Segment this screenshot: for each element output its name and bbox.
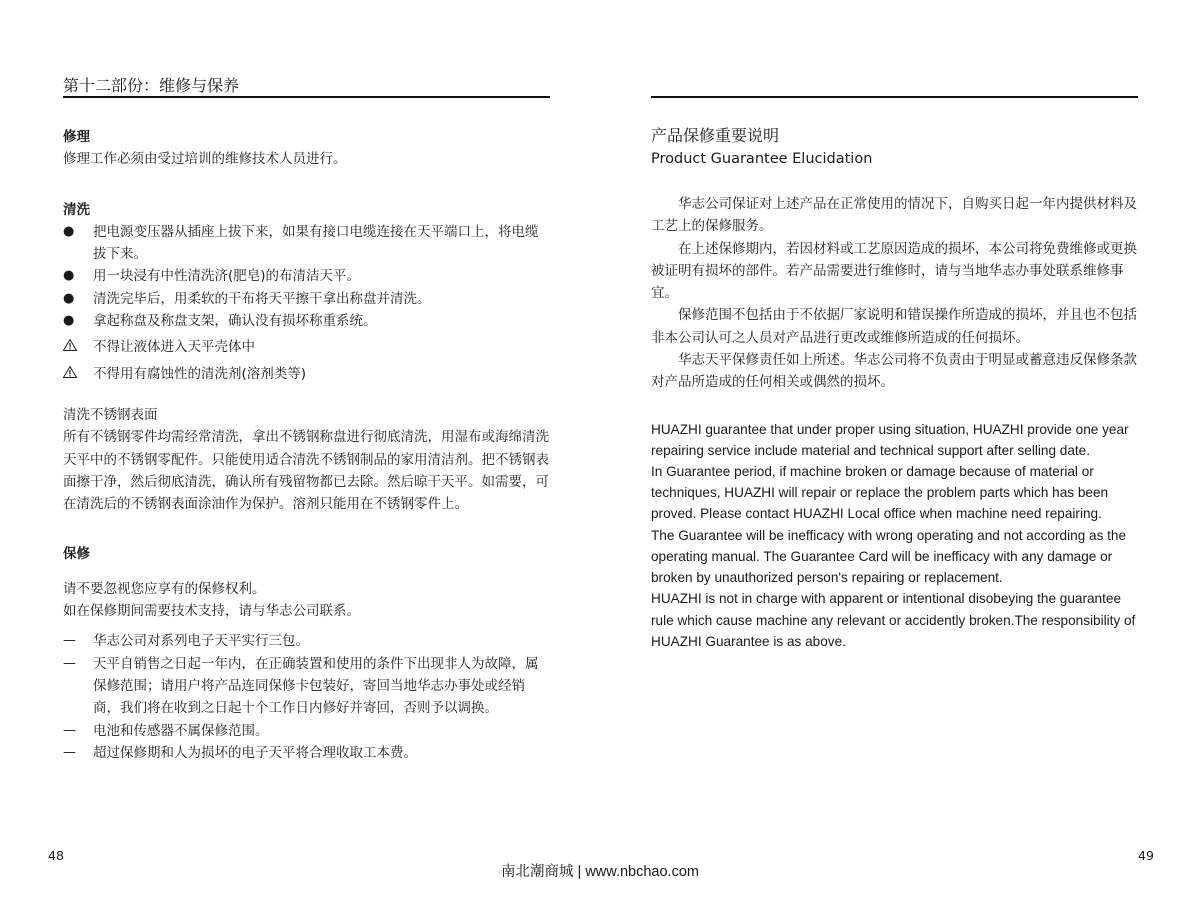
right-page (600, 0, 1200, 906)
bullet-icon: ● (63, 290, 75, 306)
bullet-icon: ● (63, 313, 75, 329)
warning-item: 不得让液体进入天平壳体中 (63, 336, 550, 358)
guarantee-paragraph-en: HUAZHI is not in charge with apparent or intentional disobeying the guarantee rule which cause machine any relevant or accidently broken.The responsibility of HUAZHI Guarantee is as above. (651, 591, 1136, 649)
right-content (651, 125, 1138, 652)
dash-marker: — (63, 655, 76, 671)
dash-marker: — (63, 744, 76, 760)
warranty-title: 保修 (63, 546, 90, 563)
section-header: 第十二部份：维修与保养 (63, 76, 550, 98)
warning-icon (63, 336, 93, 358)
guarantee-paragraph-en: HUAZHI guarantee that under proper using situation, HUAZHI provide one year repairing service include material and technical support after selling date. (651, 421, 1129, 458)
repair-title: 修理 (63, 129, 90, 145)
page-number: 49 (1138, 848, 1154, 863)
guarantee-title-cn: 产品保修重要说明 (651, 126, 780, 145)
list-item: — 超过保修期和人为损坏的电子天平将合理收取工本费。 (63, 742, 550, 764)
dash-marker: — (63, 722, 76, 738)
list-item: ● 用一块浸有中性清洗济(肥皂)的布清洁天平。 (63, 265, 550, 287)
cleaning-title: 清洗 (63, 201, 90, 218)
guarantee-paragraph-cn: 保修范围不包括由于不依据厂家说明和错误操作所造成的损坏，并且也不包括非本公司认可之人员对产品进行更改或维修所造成的任何损坏。 (651, 307, 1137, 346)
bullet-icon: ● (63, 223, 75, 239)
guarantee-paragraph-en: The Guarantee will be inefficacy with wrong operating and not according as the operating manual. The Guarantee Card will be inefficacy with any damage or broken by unauthorized person's repairing or replacement. (651, 527, 1127, 586)
list-item: ● 拿起称盘及称盘支架，确认没有损坏称重系统。 (63, 310, 550, 332)
stainless-title: 清洗不锈钢表面 (63, 406, 158, 423)
guarantee-paragraph-cn: 华志公司保证对上述产品在正常使用的情况下，自购买日起一年内提供材料及工艺上的保修服务。 (651, 196, 1137, 235)
list-item: ● 清洗完毕后，用柔软的干布将天平擦干拿出称盘并清洗。 (63, 288, 550, 310)
list-item: ● 把电源变压器从插座上拔下来，如果有接口电缆连接在天平端口上，将电缆拔下来。 (63, 221, 550, 266)
list-item: — 电池和传感器不属保修范围。 (63, 720, 550, 742)
page-number: 48 (48, 848, 64, 863)
stainless-text: 所有不锈钢零件均需经常清洗，拿出不锈钢称盘进行彻底清洗，用湿布或海绵清洗天平中的不锈钢零配件。只能使用适合清洗不锈钢制品的家用清洁剂。把不锈钢表面擦干净，然后彻底清洗，确认所有残留物都已去除。然后晾干天平。如需要，可在清洗后的不锈钢表面涂油作为保护。溶剂只能用在不锈钢零件上。 (63, 429, 549, 513)
left-content (63, 126, 550, 764)
guarantee-title-en: Product Guarantee Elucidation (651, 151, 873, 167)
dash-marker: — (63, 633, 76, 649)
warranty-line: 如在保修期间需要技术支持，请与华志公司联系。 (63, 603, 360, 620)
guarantee-paragraph-cn: 在上述保修期内，若因材料或工艺原因造成的损坏，本公司将免费维修或更换被证明有损坏的部件。若产品需要进行维修时，请与当地华志办事处联系维修事宜。 (651, 240, 1137, 302)
bullet-icon: ● (63, 268, 75, 284)
guarantee-paragraph-en: In Guarantee period, if machine broken or damage because of material or techniques, HUAZHI will repair or replace the problem parts which has been proved. Please contact HUAZHI Local office when machine need repairing. (651, 464, 1109, 522)
section-header-rule (651, 76, 1138, 98)
list-item: — 华志公司对系列电子天平实行三包。 (63, 630, 550, 652)
repair-text: 修理工作必须由受过培训的维修技术人员进行。 (63, 151, 347, 168)
footer-watermark: 南北潮商城 | www.nbchao.com (501, 864, 699, 880)
list-item: — 天平自销售之日起一年内，在正确装置和使用的条件下出现非人为故障，属保修范围；请用户将产品连同保修卡包装好，寄回当地华志办事处或经销商，我们将在收到之日起十个工作日内修好并寄回，否则予以调换。 (63, 653, 550, 720)
guarantee-paragraph-cn: 华志天平保修责任如上所述。华志公司将不负责由于明显或蓄意违反保修条款对产品所造成的任何相关或偶然的损坏。 (651, 352, 1137, 391)
warning-item: 不得用有腐蚀性的清洗剂(溶剂类等) (63, 363, 550, 385)
warning-icon (63, 363, 93, 385)
warranty-line: 请不要忽视您应享有的保修权利。 (63, 580, 266, 597)
